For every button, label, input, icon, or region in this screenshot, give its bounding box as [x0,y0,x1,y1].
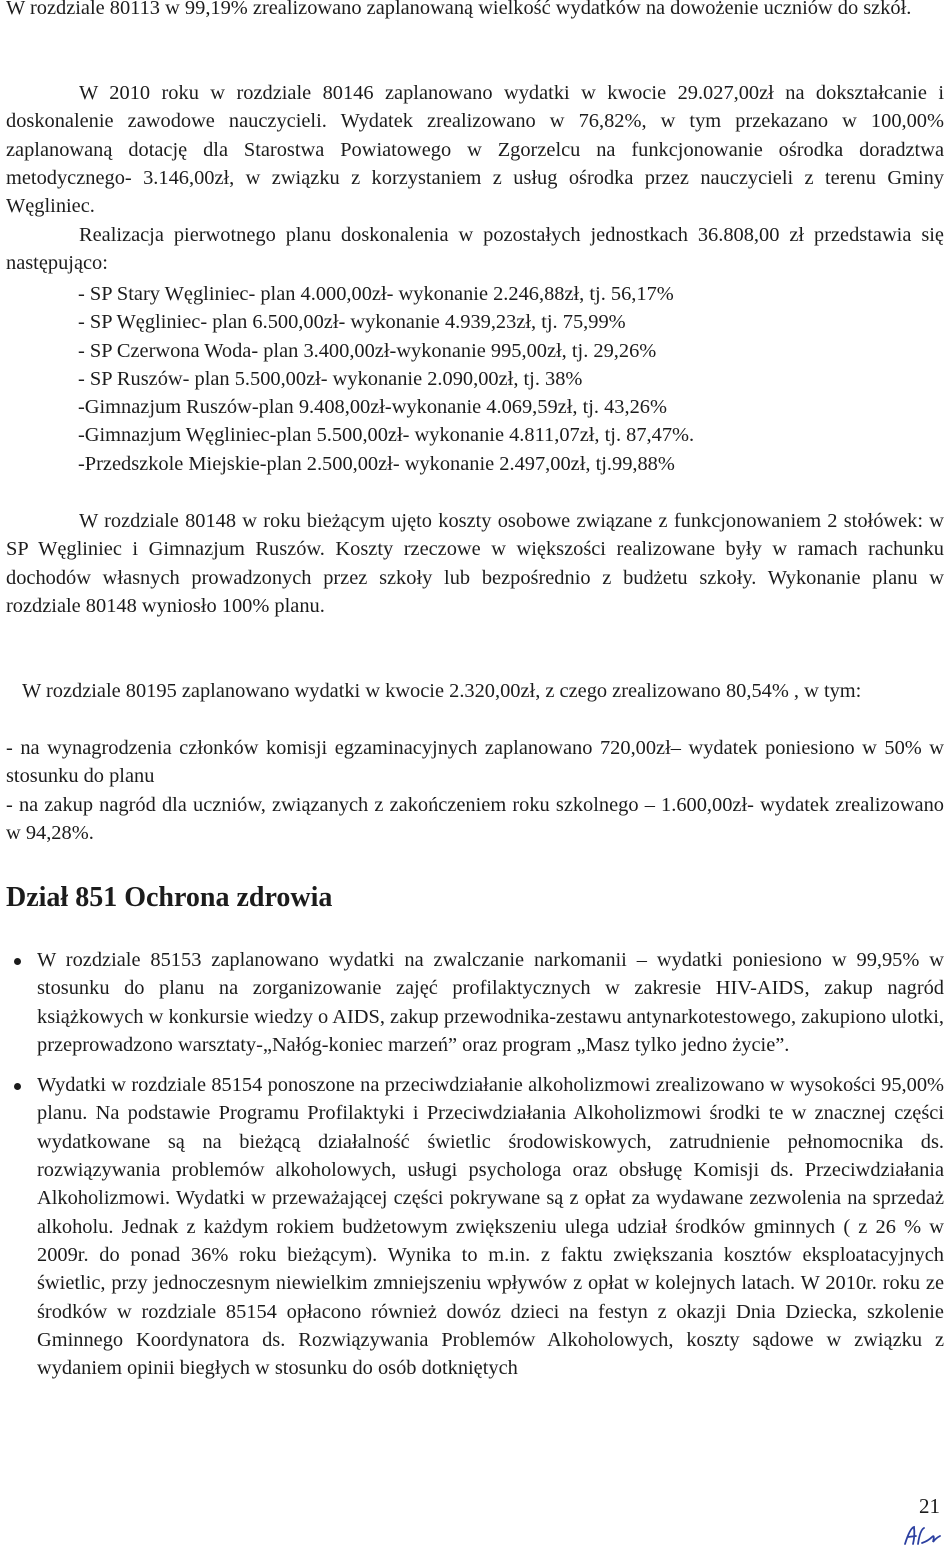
bullet-list [0,946,948,1382]
bullet-icon [14,958,21,965]
list-item: -Gimnazjum Węgliniec-plan 5.500,00zł- wykonanie 4.811,07zł, tj. 87,47%. [78,424,695,447]
paragraph-80148: W rozdziale 80148 w roku bieżącym ujęto koszty osobowe związane z funkcjonowaniem 2 stołówek: w SP Węgliniec i Gimnazjum Ruszów. Koszty rzeczowe w większości realizowane były w ramach rachunku dochodów własnych prowadzonych przez szkoły lub bezpośrednio z budżetu szkoły. Wykonanie planu w rozdziale 80148 wyniosło 100% planu. [6,510,944,617]
paragraph-80195-item-1: - na wynagrodzenia członków komisji egzaminacyjnych zaplanowano 720,00zł– wydatek poniesiono w 50% w stosunku do planu [6,737,944,788]
section-heading: Dział 851 Ochrona zdrowia [6,882,333,913]
list-item: - SP Stary Węgliniec- plan 4.000,00zł- wykonanie 2.246,88zł, tj. 56,17% [78,283,674,305]
paragraph-plan-intro: Realizacja pierwotnego planu doskonalenia w pozostałych jednostkach 36.808,00 zł przedstawia się następująco: [6,224,944,275]
paragraph-80195: W rozdziale 80195 zaplanowano wydatki w kwocie 2.320,00zł, z czego zrealizowano 80,54% , w tym: [22,680,862,702]
plan-realization-list [78,280,938,478]
list-item: -Gimnazjum Ruszów-plan 9.408,00zł-wykonanie 4.069,59zł, tj. 43,26% [78,396,667,419]
paragraph-80113: W rozdziale 80113 w 99,19% zrealizowano zaplanowaną wielkość wydatków na dowożenie uczniów do szkół. [6,0,912,19]
signature-initials-icon [902,1524,942,1548]
bullet-icon [14,1083,21,1090]
bullet-item-85154 [0,1071,944,1382]
list-item: - SP Czerwona Woda- plan 3.400,00zł-wykonanie 995,00zł, tj. 29,26% [78,339,657,362]
bullet-text: W rozdziale 85153 zaplanowano wydatki na zwalczanie narkomanii – wydatki poniesiono w 99,95% w stosunku do planu na zorganizowanie zajęć profilaktycznych w zakresie HIV-AIDS, zakup nagród książkowych w konkursie wiedzy o AIDS, zakup przewodnika-zestawu antynarkotestowego, zakupiono ulotki, przeprowadzono warsztaty-„Nałóg-koniec marzeń” oraz program „Masz tylko jedno życie”. [37,949,944,1056]
bullet-item-85153 [0,946,944,1059]
list-item: - SP Ruszów- plan 5.500,00zł- wykonanie 2.090,00zł, tj. 38% [78,367,583,390]
bullet-text: Wydatki w rozdziale 85154 ponoszone na przeciwdziałanie alkoholizmowi zrealizowano w wysokości 95,00% planu. Na podstawie Programu Profilaktyki i Przeciwdziałania Alkoholizmowi środki te w znacznej części wydatkowane są na bieżącą działalność świetlic środowiskowych, zatrudnienie pełnomocnika ds. rozwiązywania problemów alkoholowych, usługi psychologa oraz obsługę Komisji ds. Przeciwdziałania Alkoholizmowi. Wydatki w przeważającej części pokrywane są z opłat za wydawane zezwolenia na sprzedaż alkoholu. Jednak z każdym rokiem budżetowym zwiększeniu ulega udział środków gminnych ( z 26 % w 2009r. do ponad 36% roku bieżącym). Wynika to m.in. z faktu zwiększania kosztów eksploatacyjnych świetlic, przy jednoczesnym niewielkim zmniejszeniu wpływów z opłat w kolejnych latach. W 2010r. roku ze środków w rozdziale 85154 opłacono również dowóz dzieci na festyn z okazji Dnia Dziecka, szkolenie Gminnego Koordynatora ds. Rozwiązywania Problemów Alkoholowych, koszty sądowe w związku z wydaniem opinii biegłych w stosunku do osób dotkniętych [37,1074,944,1380]
paragraph-80195-item-2: - na zakup nagród dla uczniów, związanych z zakończeniem roku szkolnego – 1.600,00zł- wydatek zrealizowano w 94,28%. [6,794,944,845]
page-number: 21 [919,1494,940,1518]
paragraph-80146: W 2010 roku w rozdziale 80146 zaplanowano wydatki w kwocie 29.027,00zł na dokształcanie i doskonalenie zawodowe nauczycieli. Wydatek zrealizowano w 76,82%, w tym przekazano w 100,00% zaplanowaną dotację dla Starostwa Powiatowego w Zgorzelcu na funkcjonowanie ośrodka doradztwa metodycznego- 3.146,00zł, w związku z korzystaniem z usług ośrodka przez nauczycieli z terenu Gminy Węgliniec. [6,82,944,218]
list-item: -Przedszkole Miejskie-plan 2.500,00zł- wykonanie 2.497,00zł, tj.99,88% [78,452,675,475]
list-item: - SP Węgliniec- plan 6.500,00zł- wykonanie 4.939,23zł, tj. 75,99% [78,311,626,334]
